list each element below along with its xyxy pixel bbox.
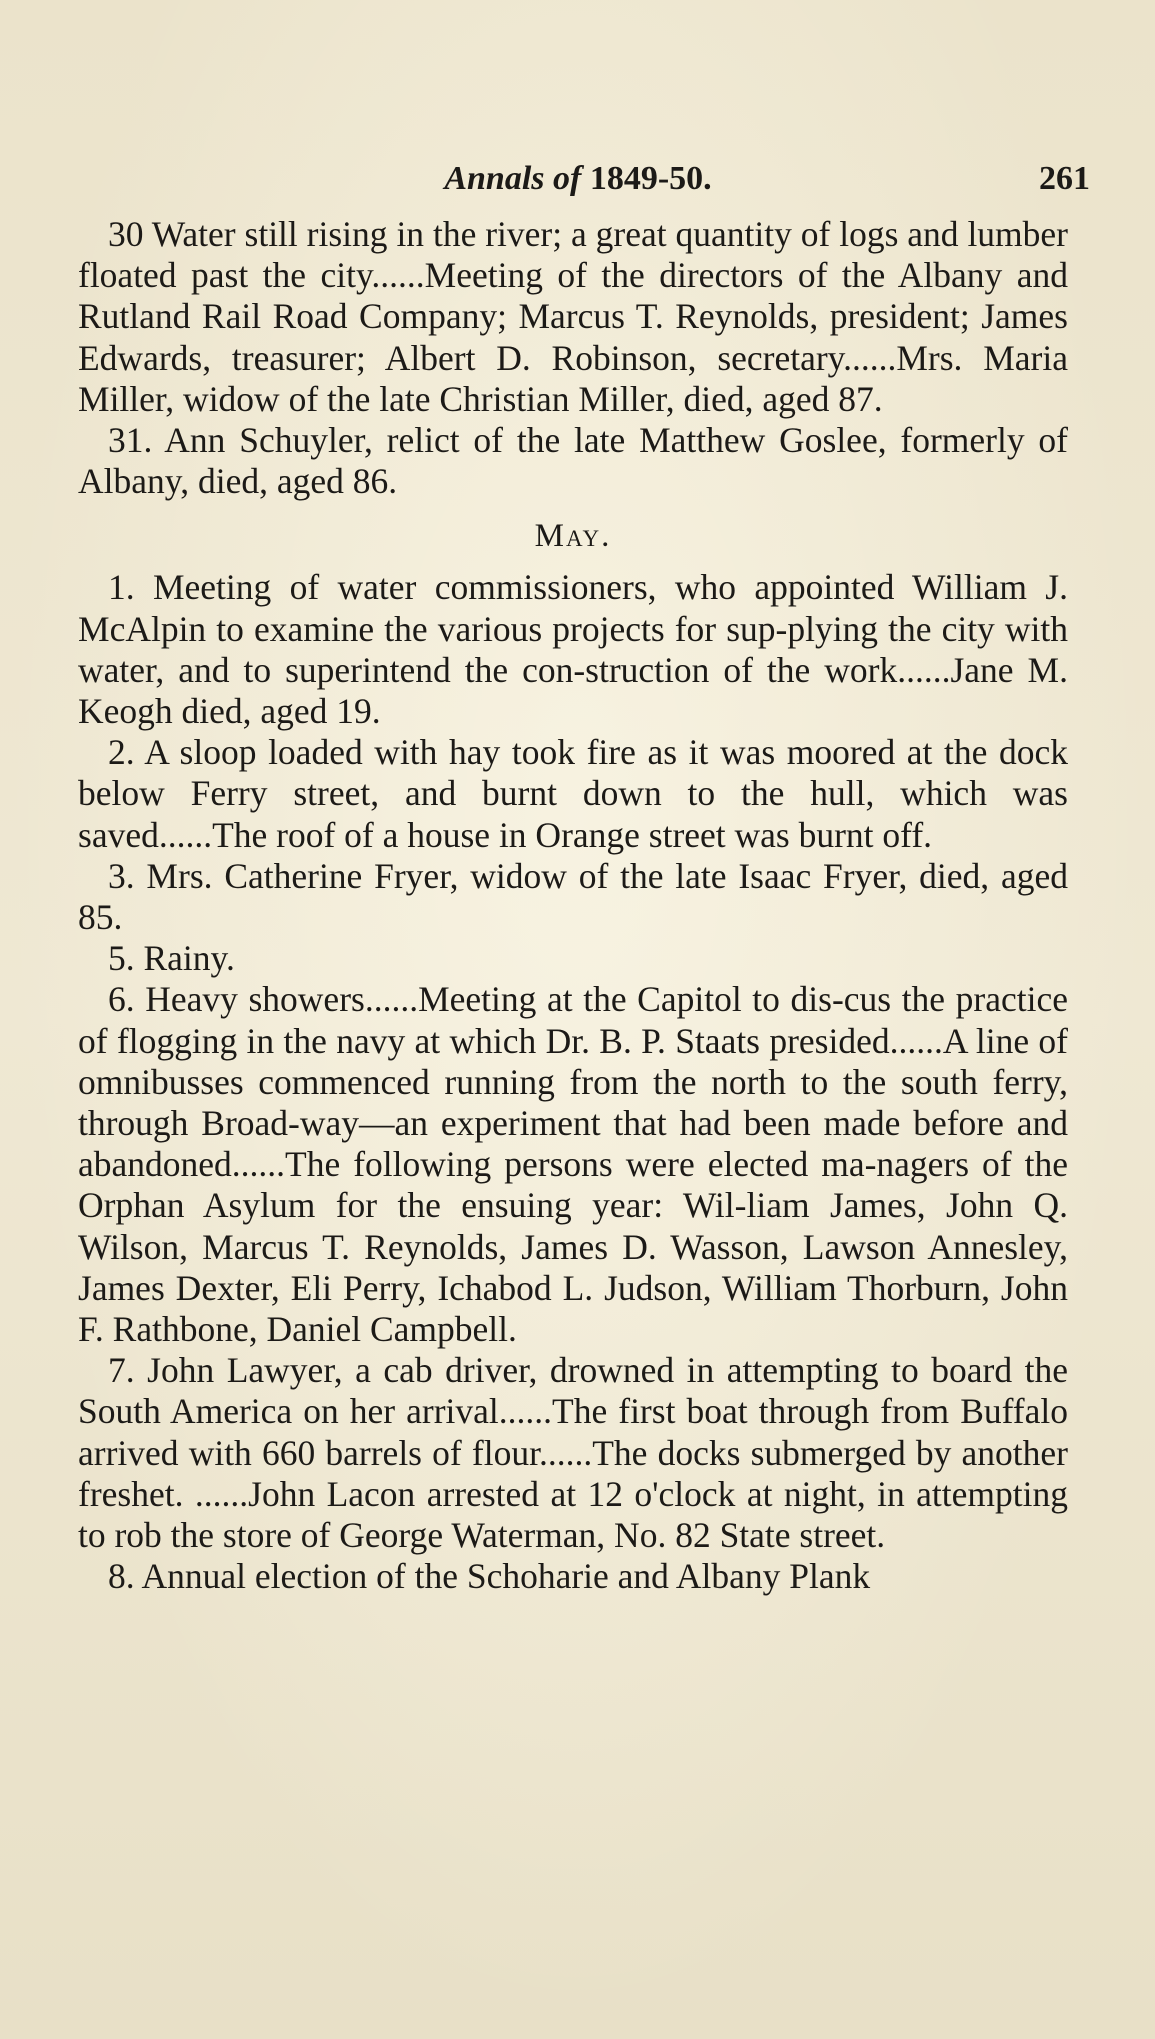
entry-may-6: 6. Heavy showers......Meeting at the Capitol to dis-cus the practice of flogging in the navy at which Dr. B. P. Staats presided......A line of omnibusses commenced running from the north to the south ferry, through Broad-way—an experiment that had been made before and abandoned......The following persons were elected ma-nagers of the Orphan Asylum for the ensuing year: Wil-liam James, John Q. Wilson, Marcus T. Reynolds, James D. Wasson, Lawson Annesley, James Dexter, Eli Perry, Ichabod L. Judson, William Thorburn, John F. Rathbone, Daniel Campbell. xyxy=(78,979,1068,1350)
body-text xyxy=(78,214,1068,1598)
title-years: 1849-50. xyxy=(589,160,712,197)
entry-may-5: 5. Rainy. xyxy=(108,938,235,979)
entry-may-7: 7. John Lawyer, a cab driver, drowned in attempting to board the South America on her arrival......The first boat through from Buffalo arrived with 660 barrels of flour......The docks submerged by another freshet. ......John Lacon arrested at 12 o'clock at night, in attempting to rob the store of George Waterman, No. 82 State street. xyxy=(78,1350,1068,1556)
entry-april-30: 30 Water still rising in the river; a great quantity of logs and lumber floated past the city......Meeting of the directors of the Albany and Rutland Rail Road Company; Marcus T. Reynolds, president; James Edwards, treasurer; Albert D. Robinson, secretary......Mrs. Maria Miller, widow of the late Christian Miller, died, aged 87. xyxy=(78,214,1068,419)
entry-may-2: 2. A sloop loaded with hay took fire as it was moored at the dock below Ferry street, and burnt down to the hull, which was saved......The roof of a house in Orange street was burnt off. xyxy=(78,732,1068,855)
running-head xyxy=(78,160,1090,204)
entry-may-1: 1. Meeting of water commissioners, who appointed William J. McAlpin to examine the various projects for sup-plying the city with water, and to superintend the con-struction of the work......Jane M. Keogh died, aged 19. xyxy=(78,567,1068,732)
month-heading: May. xyxy=(534,518,612,555)
page-number: 261 xyxy=(1039,160,1090,197)
book-page xyxy=(78,160,1090,1598)
entry-april-31: 31. Ann Schuyler, relict of the late Matthew Goslee, formerly of Albany, died, aged 86. xyxy=(78,420,1068,502)
entry-may-3: 3. Mrs. Catherine Fryer, widow of the late Isaac Fryer, died, aged 85. xyxy=(78,855,1068,938)
running-title xyxy=(78,160,1078,198)
entry-may-8: 8. Annual election of the Schoharie and Albany Plank xyxy=(108,1556,871,1597)
title-prefix: Annals of xyxy=(444,160,582,197)
